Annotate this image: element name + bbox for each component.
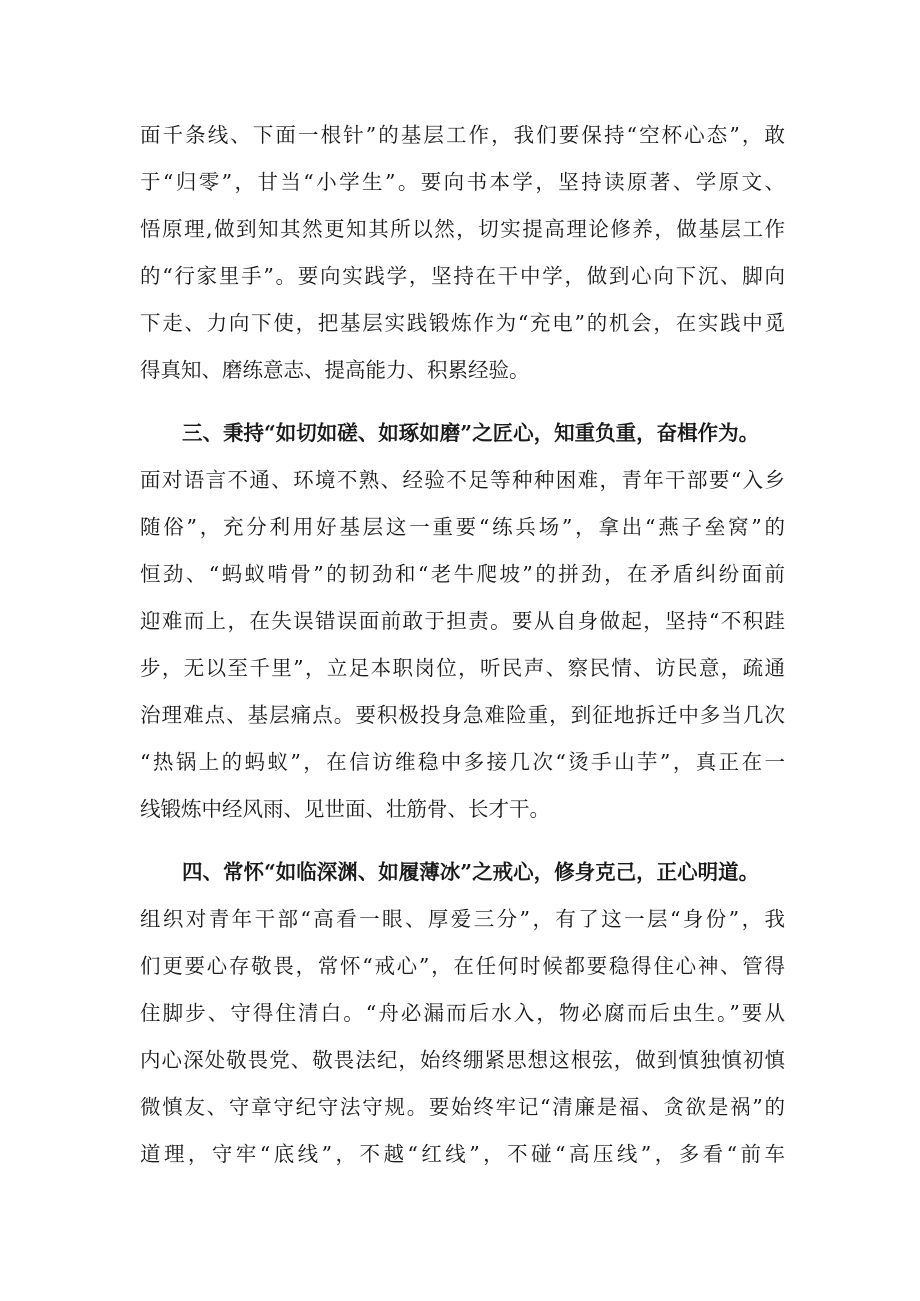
text-line: 线锻炼中经风雨、见世面、壮筋骨、长才干。 [140,797,550,821]
text-line: “热锅上的蚂蚁”，在信访维稳中多接几次“烫手山芋”，真正在一 [140,750,785,774]
text-line: 道理，守牢“底线”，不越“红线”，不碰“高压线”，多看“前车 [140,1142,785,1166]
paragraph-section3 [140,457,785,833]
text-line: 得真知、磨练意志、提高能力、积累经验。 [140,358,530,382]
paragraph-gap [140,833,785,849]
text-line: 治理难点、基层痛点。要积极投身急难险重，到征地拆迁中多当几次 [140,703,785,727]
text-line: 悟原理,做到知其然更知其所以然，切实提高理论修养，做基层工作 [140,217,785,241]
text-line: 步，无以至千里”，立足本职岗位，听民声、察民情、访民意，疏通 [140,656,785,680]
section-heading-3: 三、秉持“如切如磋、如琢如磨”之匠心，知重负重，奋楫作为。 [182,421,760,445]
paragraph-gap [140,394,785,410]
text-line: 迎难而上，在失误错误面前敢于担责。要从自身做起，坚持“不积跬 [140,609,785,633]
text-line: 内心深处敬畏党、敬畏法纪，始终绷紧思想这根弦，做到慎独慎初慎 [140,1048,785,1072]
text-line: 住脚步、守得住清白。“舟必漏而后水入，物必腐而后虫生。”要从 [140,1001,785,1025]
section-heading-4: 四、常怀“如临深渊、如履薄冰”之戒心，修身克己，正心明道。 [182,860,760,884]
text-line: 的“行家里手”。要向实践学，坚持在干中学，做到心向下沉、脚向 [140,264,785,288]
text-line: 们更要心存敬畏，常怀“戒心”，在任何时候都要稳得住心神、管得 [140,954,785,978]
text-line: 面千条线、下面一根针”的基层工作，我们要保持“空杯心态”，敢 [140,123,785,147]
text-line: 组织对青年干部“高看一眼、厚爱三分”，有了这一层“身份”，我 [140,907,785,931]
text-line: 恒劲、“蚂蚁啃骨”的韧劲和“老牛爬坡”的拼劲，在矛盾纠纷面前 [140,562,785,586]
paragraph-section4 [140,896,785,1178]
text-line: 下走、力向下使，把基层实践锻炼作为“充电”的机会，在实践中觅 [140,311,785,335]
text-line: 面对语言不通、环境不熟、经验不足等种种困难，青年干部要“入乡 [140,468,785,492]
paragraph-section2-tail [140,112,785,394]
text-line: 微慎友、守章守纪守法守规。要始终牢记“清廉是福、贪欲是祸”的 [140,1095,785,1119]
document-page [140,112,785,1178]
text-line: 于“归零”，甘当“小学生”。要向书本学，坚持读原著、学原文、 [140,170,785,194]
text-line: 随俗”，充分利用好基层这一重要“练兵场”，拿出“燕子垒窝”的 [140,515,785,539]
